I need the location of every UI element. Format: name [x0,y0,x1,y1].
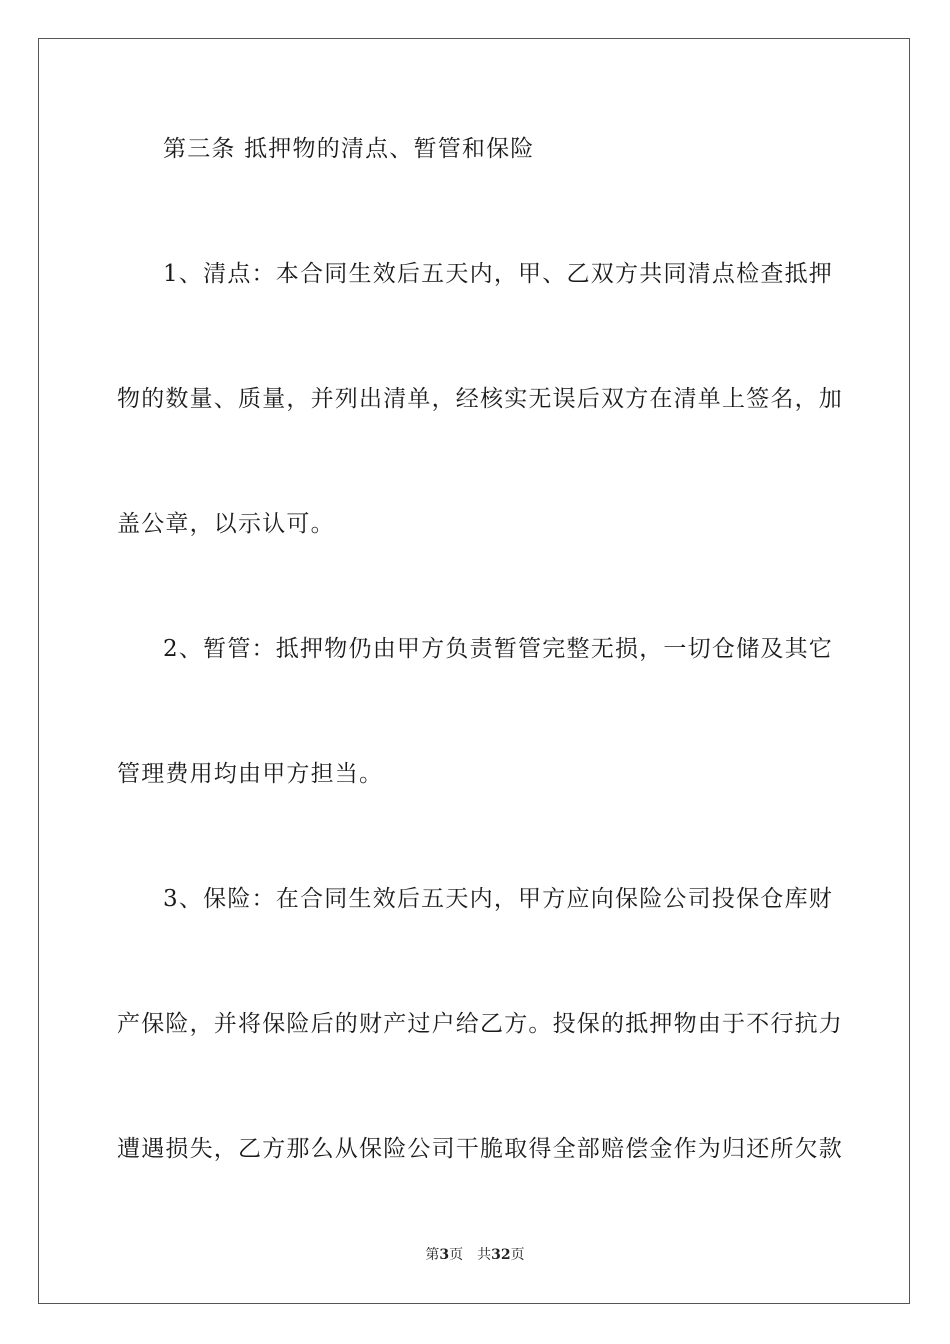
page-footer [0,1246,950,1264]
page-frame [38,38,910,1304]
section-heading: 第三条 抵押物的清点、暂管和保险 [163,136,535,162]
paragraph-3-line-1: 3、保险：在合同生效后五天内，甲方应向保险公司投保仓库财 [163,886,833,912]
paragraph-1-line-3: 盖公章，以示认可。 [117,511,335,537]
footer-total-prefix: 共 [477,1247,492,1263]
footer-total-suffix: 页 [510,1247,525,1263]
footer-page-prefix: 第 [425,1247,440,1263]
footer-page-number: 3 [439,1247,450,1263]
paragraph-1-line-1: 1、清点：本合同生效后五天内，甲、乙双方共同清点检查抵押 [163,261,833,287]
footer-total-pages: 32 [491,1247,511,1263]
paragraph-2-line-2: 管理费用均由甲方担当。 [117,761,384,787]
paragraph-2-line-1: 2、暂管：抵押物仍由甲方负责暂管完整无损，一切仓储及其它 [163,636,833,662]
paragraph-3-line-2: 产保险，并将保险后的财产过户给乙方。投保的抵押物由于不行抗力 [117,1011,843,1037]
paragraph-1-line-2: 物的数量、质量，并列出清单，经核实无误后双方在清单上签名，加 [117,386,843,412]
footer-page-suffix: 页 [449,1247,464,1263]
paragraph-3-line-3: 遭遇损失，乙方那么从保险公司干脆取得全部赔偿金作为归还所欠款 [117,1136,843,1162]
